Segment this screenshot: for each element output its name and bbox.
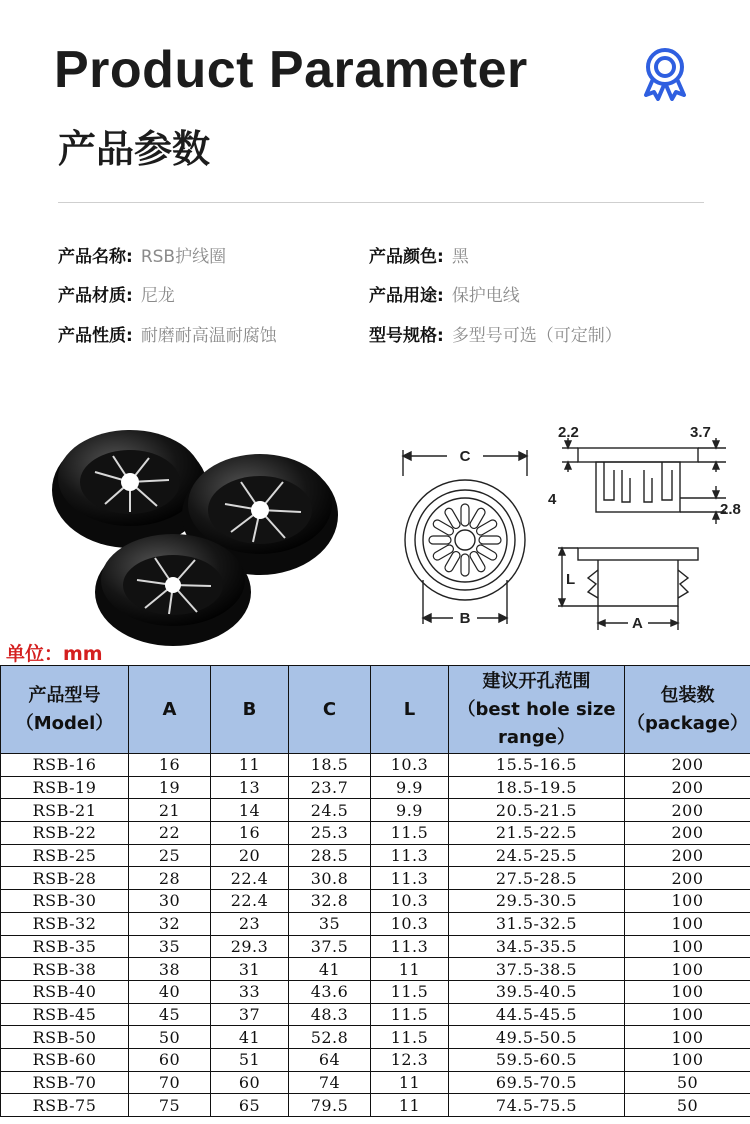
cell-c: 18.5: [289, 754, 371, 777]
header-l: L: [371, 666, 449, 754]
cell-hole-range: 24.5-25.5: [449, 844, 625, 867]
cell-b: 29.3: [211, 935, 289, 958]
header-a: A: [129, 666, 211, 754]
cell-model: RSB-50: [1, 1026, 129, 1049]
cell-hole-range: 59.5-60.5: [449, 1048, 625, 1071]
table-row: [1, 1094, 750, 1117]
cell-b: 20: [211, 844, 289, 867]
cell-c: 43.6: [289, 980, 371, 1003]
cell-package: 200: [625, 844, 750, 867]
cell-l: 10.3: [371, 754, 449, 777]
cell-package: 100: [625, 980, 750, 1003]
cell-package: 200: [625, 799, 750, 822]
cell-model: RSB-70: [1, 1071, 129, 1094]
cell-a: 25: [129, 844, 211, 867]
cell-b: 11: [211, 754, 289, 777]
table-row: [1, 980, 750, 1003]
cell-c: 35: [289, 912, 371, 935]
cell-c: 28.5: [289, 844, 371, 867]
page-title-en: Product Parameter: [54, 41, 528, 99]
table-row: [1, 1003, 750, 1026]
unit-label: 单位：mm: [6, 643, 103, 665]
table-row: [1, 958, 750, 981]
product-photo: [45, 420, 345, 650]
cell-package: 50: [625, 1071, 750, 1094]
cell-model: RSB-38: [1, 958, 129, 981]
dim-2-2: 2.2: [558, 424, 579, 441]
cell-c: 41: [289, 958, 371, 981]
cell-package: 100: [625, 1048, 750, 1071]
cell-model: RSB-22: [1, 822, 129, 845]
cell-model: RSB-25: [1, 844, 129, 867]
cell-b: 23: [211, 912, 289, 935]
grommet-photo-3: [95, 534, 251, 646]
table-row: [1, 776, 750, 799]
side-view-drawing: [548, 420, 750, 635]
cell-b: 22.4: [211, 890, 289, 913]
cell-l: 11.3: [371, 867, 449, 890]
header-hole-range: 建议开孔范围 （best hole size range）: [449, 666, 625, 754]
cell-hole-range: 34.5-35.5: [449, 935, 625, 958]
table-row: [1, 754, 750, 777]
cell-l: 11.5: [371, 822, 449, 845]
cell-hole-range: 37.5-38.5: [449, 958, 625, 981]
dim-label-c: C: [459, 448, 471, 465]
cell-c: 23.7: [289, 776, 371, 799]
cell-a: 30: [129, 890, 211, 913]
cell-a: 45: [129, 1003, 211, 1026]
cell-c: 25.3: [289, 822, 371, 845]
table-row: [1, 822, 750, 845]
cell-b: 51: [211, 1048, 289, 1071]
cell-model: RSB-32: [1, 912, 129, 935]
cell-c: 48.3: [289, 1003, 371, 1026]
cell-hole-range: 39.5-40.5: [449, 980, 625, 1003]
table-row: [1, 867, 750, 890]
cell-l: 9.9: [371, 776, 449, 799]
param-usage: 产品用途: 保护电线: [369, 286, 520, 306]
table-row: [1, 1026, 750, 1049]
cell-c: 79.5: [289, 1094, 371, 1117]
divider: [58, 202, 704, 203]
cell-package: 200: [625, 754, 750, 777]
cell-hole-range: 69.5-70.5: [449, 1071, 625, 1094]
dim-label-l: L: [566, 571, 576, 588]
cell-model: RSB-40: [1, 980, 129, 1003]
header-c: C: [289, 666, 371, 754]
cell-hole-range: 20.5-21.5: [449, 799, 625, 822]
cell-c: 52.8: [289, 1026, 371, 1049]
cell-package: 200: [625, 822, 750, 845]
cell-b: 41: [211, 1026, 289, 1049]
cell-model: RSB-35: [1, 935, 129, 958]
dim-label-b: B: [459, 610, 471, 627]
table-row: [1, 844, 750, 867]
cell-b: 37: [211, 1003, 289, 1026]
cell-b: 33: [211, 980, 289, 1003]
table-row: [1, 935, 750, 958]
param-spec: 型号规格: 多型号可选（可定制）: [369, 326, 622, 346]
table-body: [1, 754, 750, 1117]
cell-a: 60: [129, 1048, 211, 1071]
cell-l: 11.3: [371, 844, 449, 867]
cell-b: 13: [211, 776, 289, 799]
cell-a: 19: [129, 776, 211, 799]
cell-package: 100: [625, 890, 750, 913]
dim-label-a: A: [632, 615, 643, 632]
cell-model: RSB-75: [1, 1094, 129, 1117]
cell-package: 100: [625, 935, 750, 958]
cell-b: 65: [211, 1094, 289, 1117]
cell-model: RSB-60: [1, 1048, 129, 1071]
cell-l: 11.5: [371, 1003, 449, 1026]
cell-hole-range: 15.5-16.5: [449, 754, 625, 777]
cell-hole-range: 21.5-22.5: [449, 822, 625, 845]
table-row: [1, 799, 750, 822]
cell-c: 32.8: [289, 890, 371, 913]
cell-l: 11.5: [371, 1026, 449, 1049]
cell-hole-range: 49.5-50.5: [449, 1026, 625, 1049]
table-row: [1, 912, 750, 935]
cell-b: 16: [211, 822, 289, 845]
cell-hole-range: 27.5-28.5: [449, 867, 625, 890]
cell-hole-range: 18.5-19.5: [449, 776, 625, 799]
header-b: B: [211, 666, 289, 754]
param-property: 产品性质: 耐磨耐高温耐腐蚀: [58, 326, 277, 346]
cell-model: RSB-28: [1, 867, 129, 890]
cell-a: 28: [129, 867, 211, 890]
cell-hole-range: 29.5-30.5: [449, 890, 625, 913]
cell-package: 100: [625, 1003, 750, 1026]
cell-l: 11.5: [371, 980, 449, 1003]
cell-a: 70: [129, 1071, 211, 1094]
cell-package: 50: [625, 1094, 750, 1117]
spec-table: [0, 665, 750, 1117]
cell-hole-range: 74.5-75.5: [449, 1094, 625, 1117]
page-title-cn: 产品参数: [58, 127, 211, 171]
param-color: 产品颜色: 黑: [369, 247, 469, 267]
cell-a: 50: [129, 1026, 211, 1049]
cell-l: 12.3: [371, 1048, 449, 1071]
cell-l: 11: [371, 1094, 449, 1117]
cell-a: 35: [129, 935, 211, 958]
table-row: [1, 890, 750, 913]
cell-a: 16: [129, 754, 211, 777]
cell-model: RSB-19: [1, 776, 129, 799]
cell-l: 11.3: [371, 935, 449, 958]
dim-3-7: 3.7: [690, 424, 711, 441]
cell-l: 11: [371, 1071, 449, 1094]
cell-model: RSB-21: [1, 799, 129, 822]
cell-package: 100: [625, 1026, 750, 1049]
cell-b: 14: [211, 799, 289, 822]
cell-package: 200: [625, 776, 750, 799]
cell-model: RSB-30: [1, 890, 129, 913]
cell-a: 40: [129, 980, 211, 1003]
cell-package: 200: [625, 867, 750, 890]
cell-hole-range: 31.5-32.5: [449, 912, 625, 935]
dim-4: 4: [548, 491, 557, 508]
param-name: 产品名称: RSB护线圈: [58, 247, 227, 267]
table-row: [1, 1048, 750, 1071]
header-package: 包装数 （package）: [625, 666, 750, 754]
cell-l: 9.9: [371, 799, 449, 822]
dim-2-8: 2.8: [720, 501, 741, 518]
cell-a: 38: [129, 958, 211, 981]
cell-l: 10.3: [371, 890, 449, 913]
cell-l: 10.3: [371, 912, 449, 935]
cell-package: 100: [625, 912, 750, 935]
cell-a: 75: [129, 1094, 211, 1117]
cell-model: RSB-16: [1, 754, 129, 777]
cell-c: 74: [289, 1071, 371, 1094]
param-material: 产品材质: 尼龙: [58, 286, 175, 306]
cell-c: 64: [289, 1048, 371, 1071]
table-header-row: [1, 666, 750, 754]
front-view-drawing: [395, 440, 535, 630]
cell-l: 11: [371, 958, 449, 981]
cell-a: 22: [129, 822, 211, 845]
award-ribbon-icon: [638, 45, 692, 101]
cell-a: 32: [129, 912, 211, 935]
cell-c: 30.8: [289, 867, 371, 890]
cell-b: 22.4: [211, 867, 289, 890]
cell-model: RSB-45: [1, 1003, 129, 1026]
cell-hole-range: 44.5-45.5: [449, 1003, 625, 1026]
table-row: [1, 1071, 750, 1094]
cell-a: 21: [129, 799, 211, 822]
cell-c: 37.5: [289, 935, 371, 958]
cell-b: 31: [211, 958, 289, 981]
header-model: 产品型号 （Model）: [1, 666, 129, 754]
cell-b: 60: [211, 1071, 289, 1094]
cell-c: 24.5: [289, 799, 371, 822]
cell-package: 100: [625, 958, 750, 981]
